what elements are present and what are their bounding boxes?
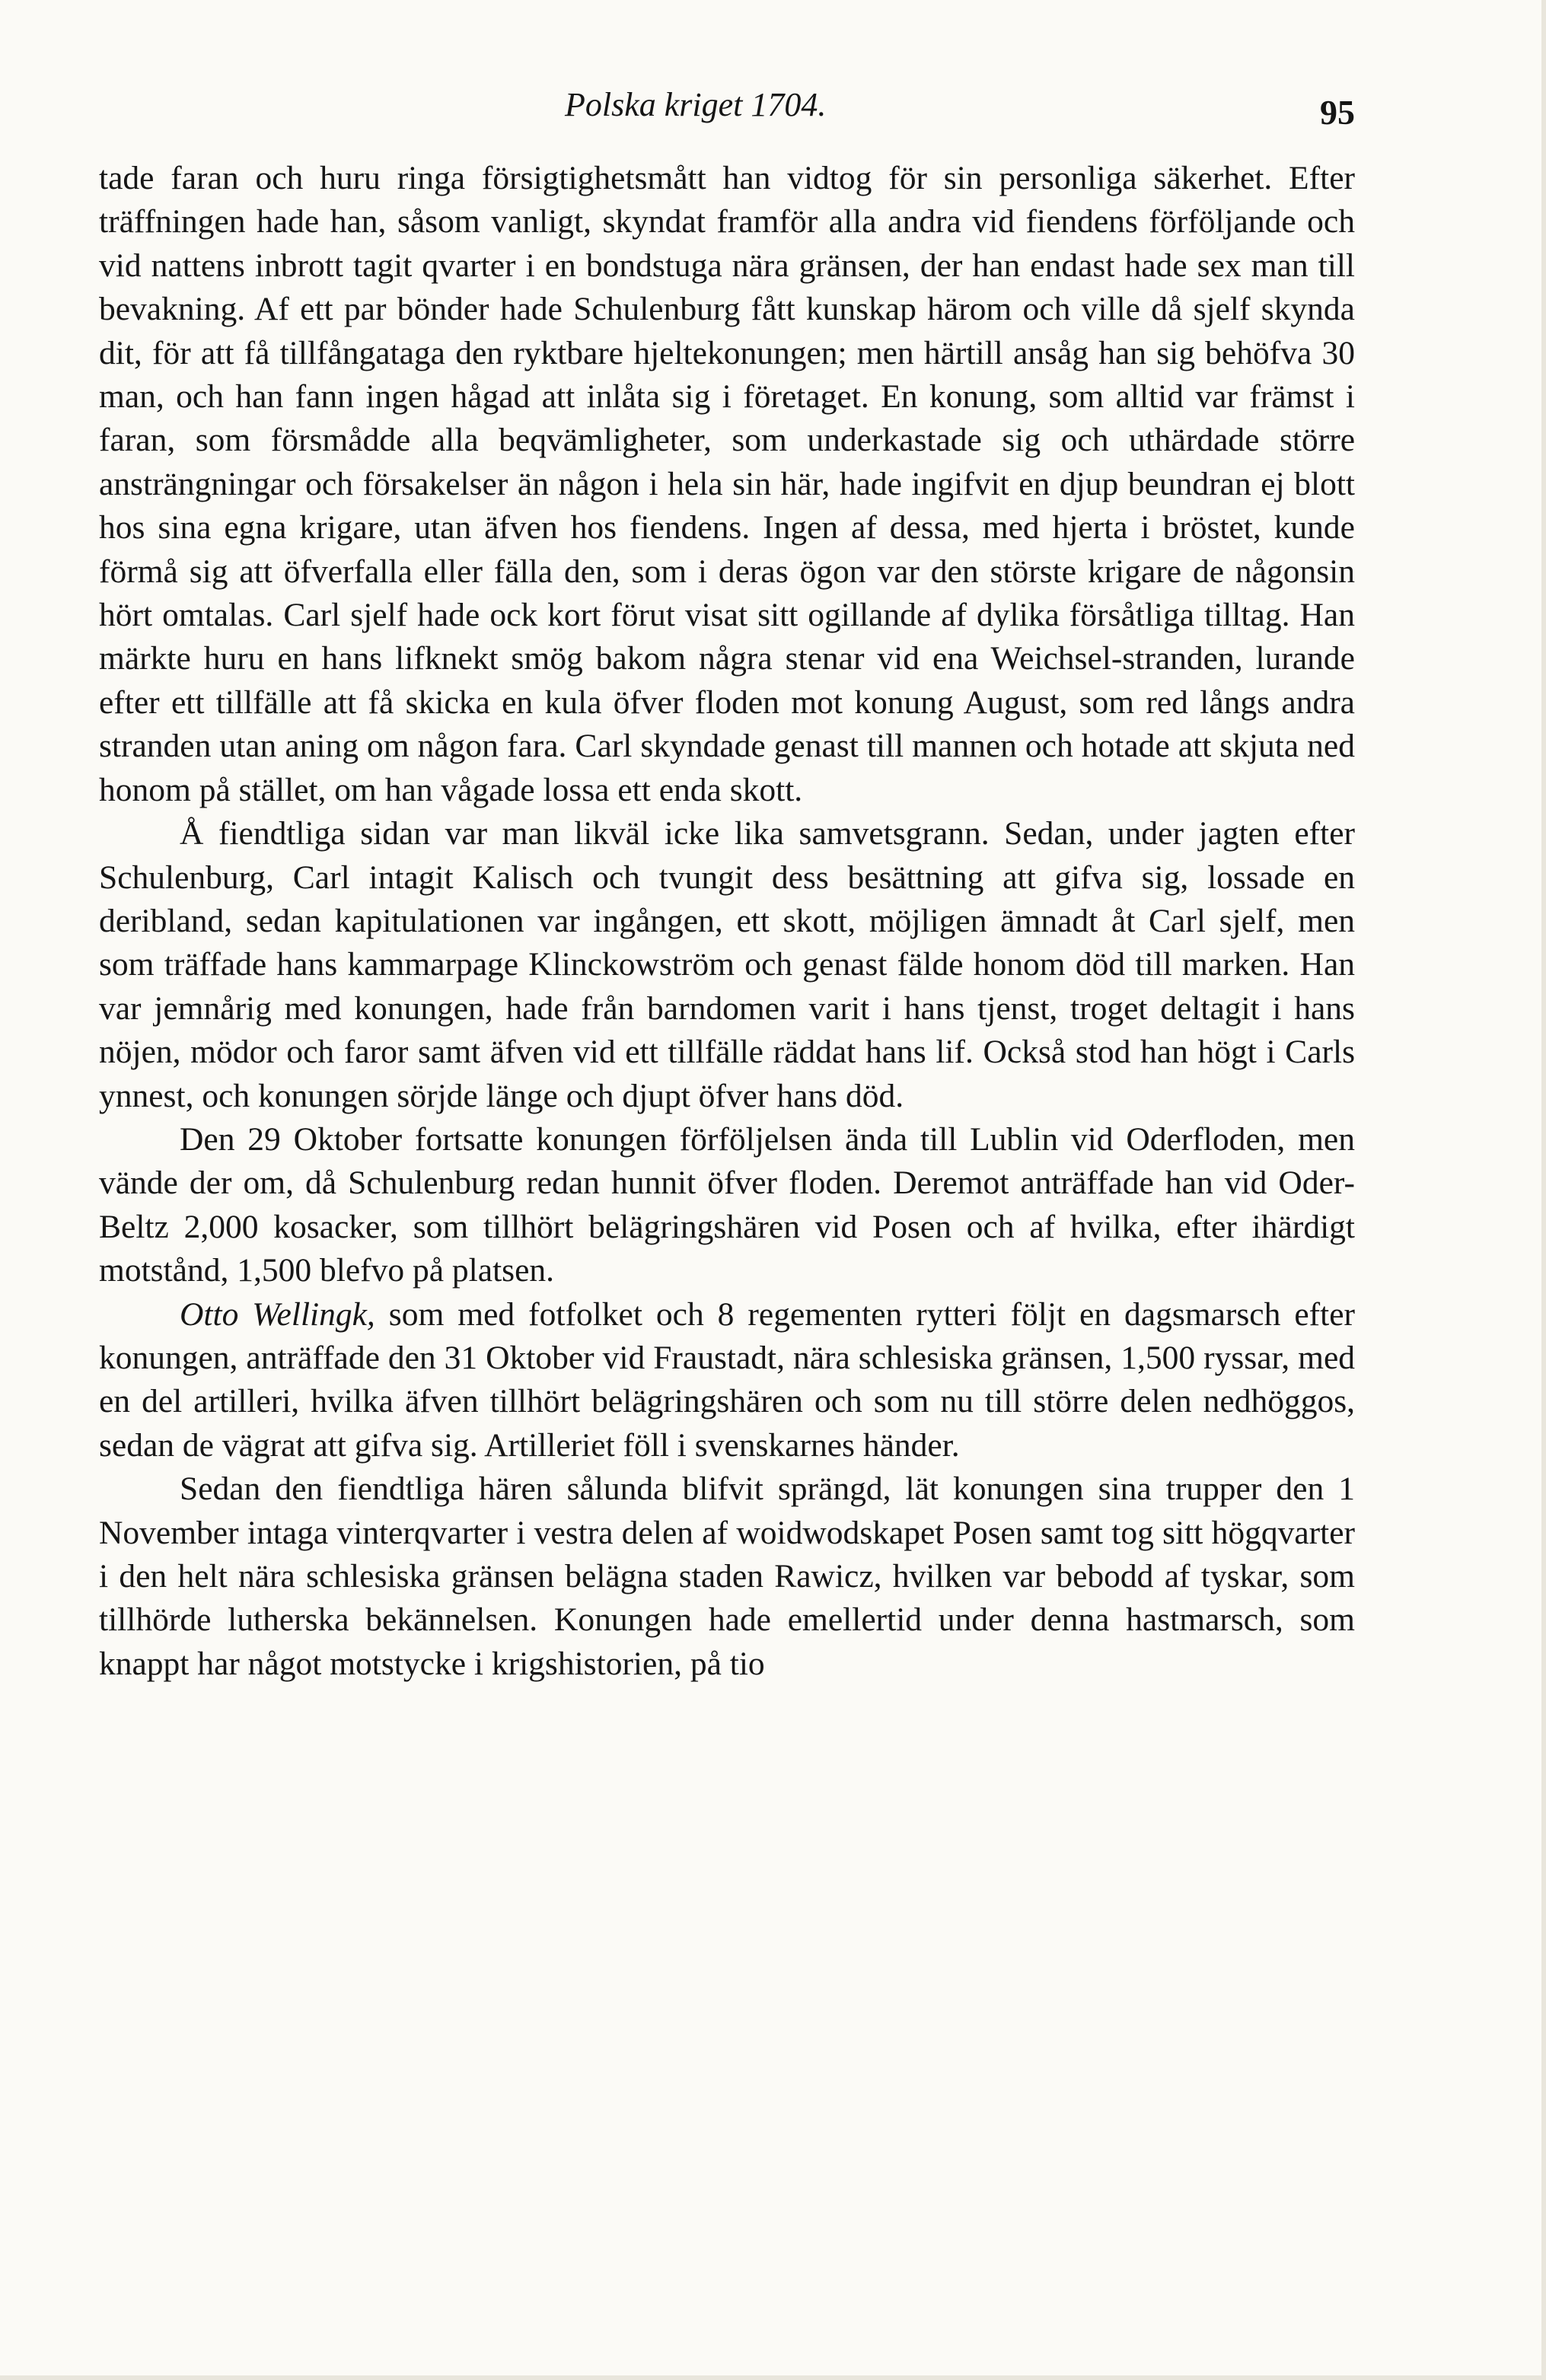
running-title: Polska kriget 1704. — [565, 86, 827, 123]
paragraph-4 — [99, 1293, 1355, 1468]
paragraph-4-lead-name: Otto Wellingk, — [180, 1295, 375, 1333]
paragraph-4-text: som med fotfolket och 8 regementen rytteri följt en dagsmarsch efter konungen, anträffade den 31 Oktober vid Fraustadt, nära schlesiska gränsen, 1,500 ryssar, med en del artilleri, hvilka äfven tillhört belägringshären och som nu till större delen nedhöggos, sedan de vägrat att gifva sig. Artilleriet föll i svenskarnes händer. — [99, 1295, 1356, 1464]
paragraph-5: Sedan den fiendtliga hären sålunda blifvit sprängd, lät konungen sina trupper den 1 November intaga vinterqvarter i vestra delen af woidwodskapet Posen samt tog sitt högqvarter i den helt nära schlesiska gränsen belägna staden Rawicz, hvilken var bebodd af tyskar, som tillhörde lutherska bekännelsen. Konungen hade emellertid under denna hastmarsch, som knappt har något motstycke i krigshistorien, på tio — [99, 1470, 1355, 1682]
page-number: 95 — [1320, 93, 1355, 132]
body-text — [99, 157, 1355, 1686]
paragraph-3: Den 29 Oktober fortsatte konungen förföljelsen ända till Lublin vid Oderfloden, men vände der om, då Schulenburg redan hunnit öfver floden. Deremot anträffade han vid Oder-Beltz 2,000 kosacker, som tillhört belägringshären vid Posen och af hvilka, efter ihärdigt motstånd, 1,500 blefvo på platsen. — [99, 1120, 1355, 1289]
paragraph-1: tade faran och huru ringa försigtighetsmått han vidtog för sin personliga säkerhet. Efter träffningen hade han, såsom vanligt, skyndat framför alla andra vid fiendens förföljande och vid nattens inbrott tagit qvarter i en bondstuga nära gränsen, der han endast hade sex man till bevakning. Af ett par bönder hade Schulenburg fått kunskap härom och ville då sjelf skynda dit, för att få tillfångatagа den ryktbare hjeltekonungen; men härtill ansåg han sig behöfva 30 man, och han fann ingen hågad att inlåta sig i företaget. En konung, som alltid var främst i faran, som försmådde alla beqvämligheter, som underkastade sig och uthärdade större ansträngningar och försakelser än någon i hela sin här, hade ingifvit en djup beundran ej blott hos sina egna krigare, utan äfven hos fiendens. Ingen af dessa, med hjerta i bröstet, kunde förmå sig att öfverfalla eller fälla den, som i deras ögon var den störste krigare de någonsin hört omtalas. Carl sjelf hade ock kort förut visat sitt ogillande af dylika försåtliga tilltag. Han märkte huru en hans lifknekt smög bakom några stenar vid ena Weichsel-stranden, lurande efter ett tillfälle att få skicka en kula öfver floden mot konung August, som red långs andra stranden utan aning om någon fara. Carl skyndade genast till mannen och hotade att skjuta ned honom på stället, om han vågade lossa ett enda skott. — [99, 160, 1355, 808]
page-header — [99, 82, 1355, 143]
paragraph-2: Å fiendtliga sidan var man likväl icke lika samvetsgrann. Sedan, under jagten efter Schulenburg, Carl intagit Kalisch och tvungit dess besättning att gifva sig, lossade en deribland, sedan kapitulationen var ingången, ett skott, möjligen ämnadt åt Carl sjelf, men som träffade hans kammarpage Klinckowström och genast fälde honom död till marken. Han var jemnårig med konungen, hade från barndomen varit i hans tjenst, troget deltagit i hans nöjen, mödor och faror samt äfven vid ett tillfälle räddat hans lif. Också stod han högt i Carls ynnest, och konungen sörjde länge och djupt öfver hans död. — [99, 815, 1355, 1114]
